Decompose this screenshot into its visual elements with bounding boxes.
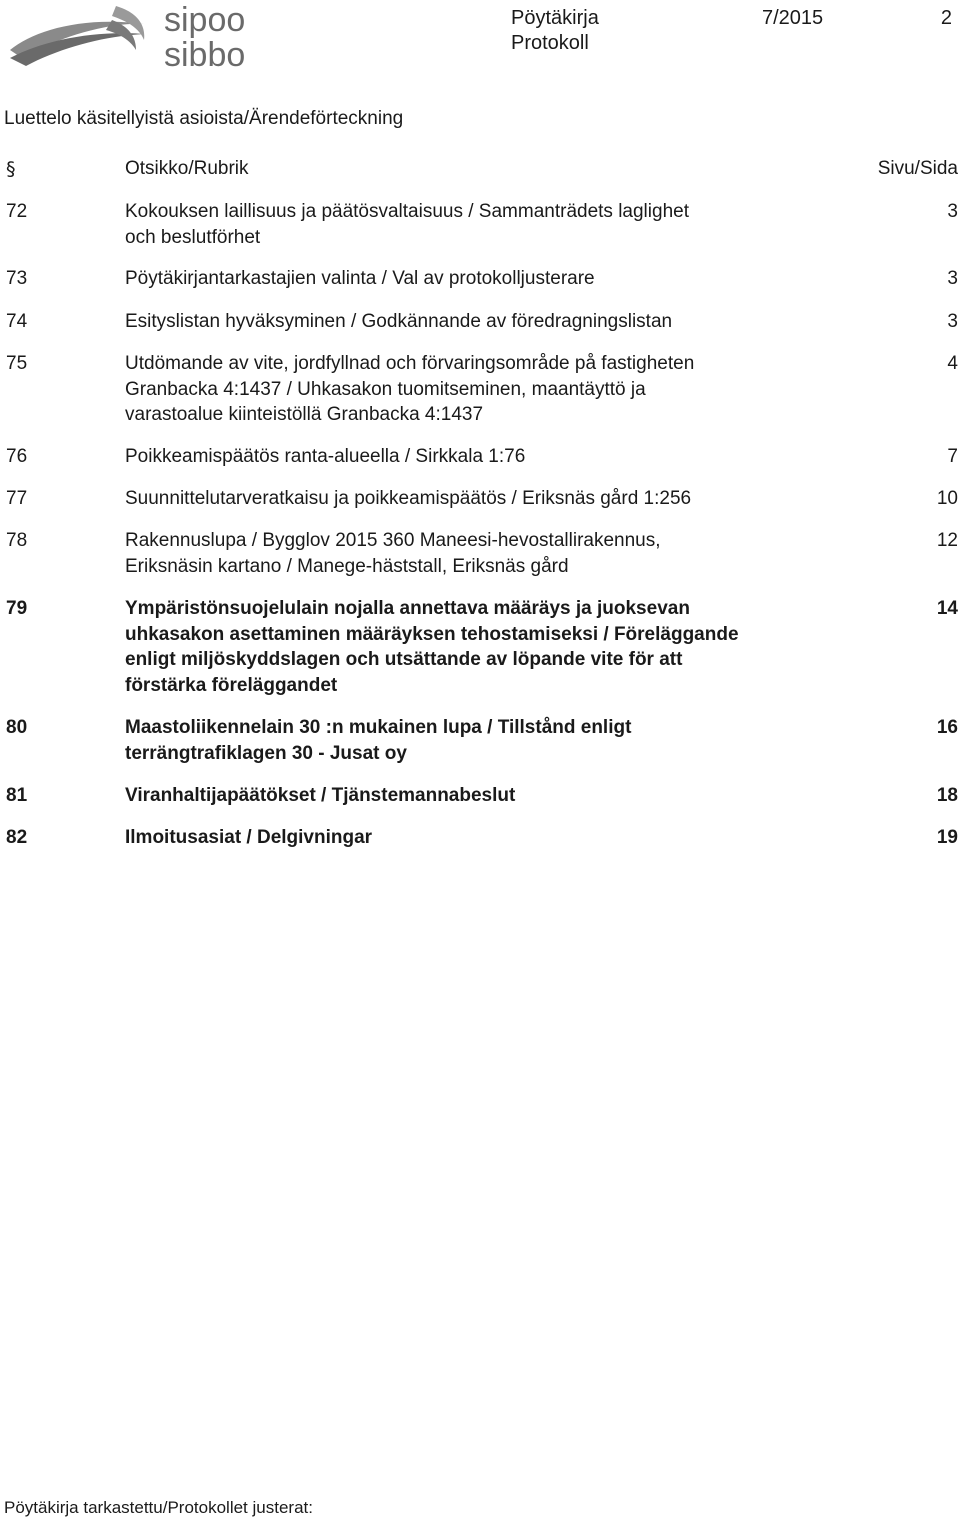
item-number: 76 <box>6 446 28 467</box>
item-number: 74 <box>6 311 28 332</box>
item-title: Esityslistan hyväksyminen / Godkännande av föredragningslistan <box>125 311 673 332</box>
item-number: 73 <box>6 268 28 289</box>
sipoo-sibbo-logo <box>4 0 254 74</box>
item-page: 18 <box>936 785 958 806</box>
item-page: 12 <box>936 530 958 551</box>
item-title: Maastoliikennelain 30 :n mukainen lupa / Tillstånd enligt terrängtrafiklagen 30 - Jusat oy <box>125 717 632 764</box>
item-title: Viranhaltijapäätökset / Tjänstemannabeslut <box>125 785 516 806</box>
column-title-header: Otsikko/Rubrik <box>125 158 249 179</box>
item-page: 7 <box>947 446 958 467</box>
item-title: Suunnittelutarveratkaisu ja poikkeamispäätös / Eriksnäs gård 1:256 <box>125 488 692 509</box>
section-symbol: § <box>6 158 16 180</box>
item-title: Poikkeamispäätös ranta-alueella / Sirkkala 1:76 <box>125 446 526 467</box>
item-page: 3 <box>947 201 958 222</box>
item-title: Utdömande av vite, jordfyllnad och förvaringsområde på fastigheten Granbacka 4:1437 / Uhkasakon tuomitseminen, maantäyttö ja varastoalue kiinteistöllä Granbacka 4:1437 <box>125 353 695 425</box>
item-number: 82 <box>6 827 28 848</box>
item-number: 72 <box>6 201 28 222</box>
item-page: 14 <box>936 598 958 619</box>
item-title: Pöytäkirjantarkastajien valinta / Val av protokolljusterare <box>125 268 595 289</box>
item-page: 3 <box>947 268 958 289</box>
item-title: Rakennuslupa / Bygglov 2015 360 Maneesi-hevostallirakennus, Eriksnäsin kartano / Manege-häststall, Eriksnäs gård <box>125 530 661 577</box>
logo-text-sibbo: sibbo <box>164 36 246 74</box>
page-number: 2 <box>940 7 952 29</box>
item-page: 16 <box>936 717 958 738</box>
logo-text-sipoo: sipoo <box>164 1 246 39</box>
item-number: 80 <box>6 717 28 738</box>
document-type: Pöytäkirja Protokoll <box>511 7 599 54</box>
item-number: 79 <box>6 598 28 619</box>
footer-signature-line: Pöytäkirja tarkastettu/Protokollet justerat: <box>4 1498 313 1517</box>
item-title: Ilmoitusasiat / Delgivningar <box>125 827 373 848</box>
item-number: 77 <box>6 488 28 509</box>
list-heading: Luettelo käsitellyistä asioista/Ärendeförteckning <box>4 108 404 129</box>
item-page: 10 <box>936 488 958 509</box>
column-page-header: Sivu/Sida <box>877 158 958 179</box>
item-number: 81 <box>6 785 28 806</box>
item-page: 3 <box>947 311 958 332</box>
item-number: 75 <box>6 353 28 374</box>
column-header-row <box>0 157 960 183</box>
document-number: 7/2015 <box>762 7 824 29</box>
item-page: 4 <box>947 353 958 374</box>
item-number: 78 <box>6 530 28 551</box>
item-title: Kokouksen laillisuus ja päätösvaltaisuus / Sammanträdets laglighet och beslutförhet <box>125 201 689 248</box>
item-title: Ympäristönsuojelulain nojalla annettava määräys ja juoksevan uhkasakon asettaminen määräyksen tehostamiseksi / Föreläggande enligt miljöskyddslagen och utsättande av löpande vite för att förstärka föreläggandet <box>125 598 739 696</box>
item-page: 19 <box>936 827 958 848</box>
